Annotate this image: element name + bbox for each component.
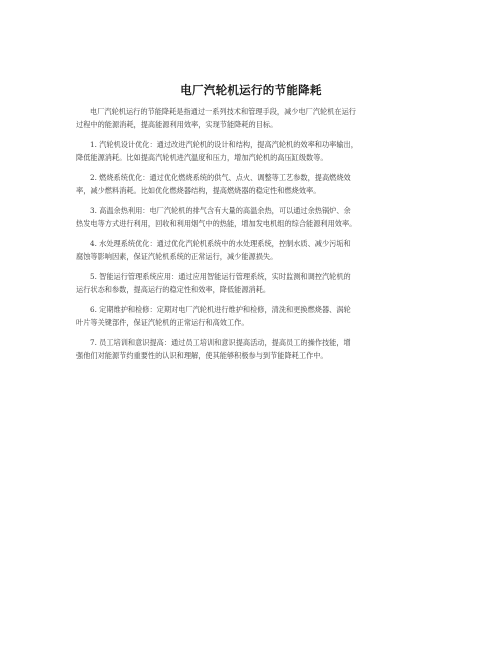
paragraph-line: 5. 智能运行管理系统应用：通过应用智能运行管理系统，实时监测和调控汽轮机的 [90,272,351,281]
paragraph-line: 3. 高温余热利用：电厂汽轮机的排气含有大量的高温余热，可以通过余热锅炉、余 [90,206,351,215]
paragraph-line: 运行状态和参数，提高运行的稳定性和效率，降低能源消耗。 [76,284,271,294]
document-title: 电厂汽轮机运行的节能降耗 [180,83,322,97]
paragraph-line: 7. 员工培训和意识提高：通过员工培训和意识提高活动，提高员工的操作技能，增 [90,338,351,347]
paragraph-line: 4. 水处理系统优化：通过优化汽轮机系统中的水处理系统，控制水质、减少污垢和 [90,239,351,248]
paragraph-line: 电厂汽轮机运行的节能降耗是指通过一系列技术和管理手段，减少电厂汽轮机在运行 [90,107,356,116]
paragraph-intro [76,106,420,131]
paragraph-item-2 [76,172,420,197]
paragraph-item-3 [76,205,420,230]
paragraph-item-6 [76,304,420,329]
paragraph-line: 6. 定期维护和检修：定期对电厂汽轮机进行维护和检修，清洗和更换燃烧器、涡轮 [90,305,351,314]
paragraph-line: 强他们对能源节约重要性的认识和理解，使其能够积极参与到节能降耗工作中。 [76,350,328,360]
paragraph-item-4 [76,238,420,263]
paragraph-line: 2. 燃烧系统优化：通过优化燃烧系统的供气、点火、调整等工艺参数，提高燃烧效 [90,173,351,182]
paragraph-line: 腐蚀等影响因素，保证汽轮机系统的正常运行，减少能源损失。 [76,251,278,261]
paragraph-item-1 [76,139,420,164]
paragraph-line: 降低能源消耗。比如提高汽轮机进汽温度和压力，增加汽轮机的高压缸级数等。 [76,152,328,162]
paragraph-line: 热发电等方式进行利用，回收和利用烟气中的热能，增加发电机组的综合能源利用效率。 [76,218,357,228]
paragraph-line: 1. 汽轮机设计优化：通过改进汽轮机的设计和结构，提高汽轮机的效率和功率输出， [90,140,358,149]
paragraph-line: 过程中的能源消耗，提高能源利用效率，实现节能降耗的目标。 [76,119,278,129]
document-body [76,106,420,370]
paragraph-line: 率，减少燃料消耗。比如优化燃烧器结构，提高燃烧器的稳定性和燃烧效率。 [76,185,321,195]
paragraph-line: 叶片等关键部件，保证汽轮机的正常运行和高效工作。 [76,317,249,327]
paragraph-item-7 [76,337,420,362]
paragraph-item-5 [76,271,420,296]
